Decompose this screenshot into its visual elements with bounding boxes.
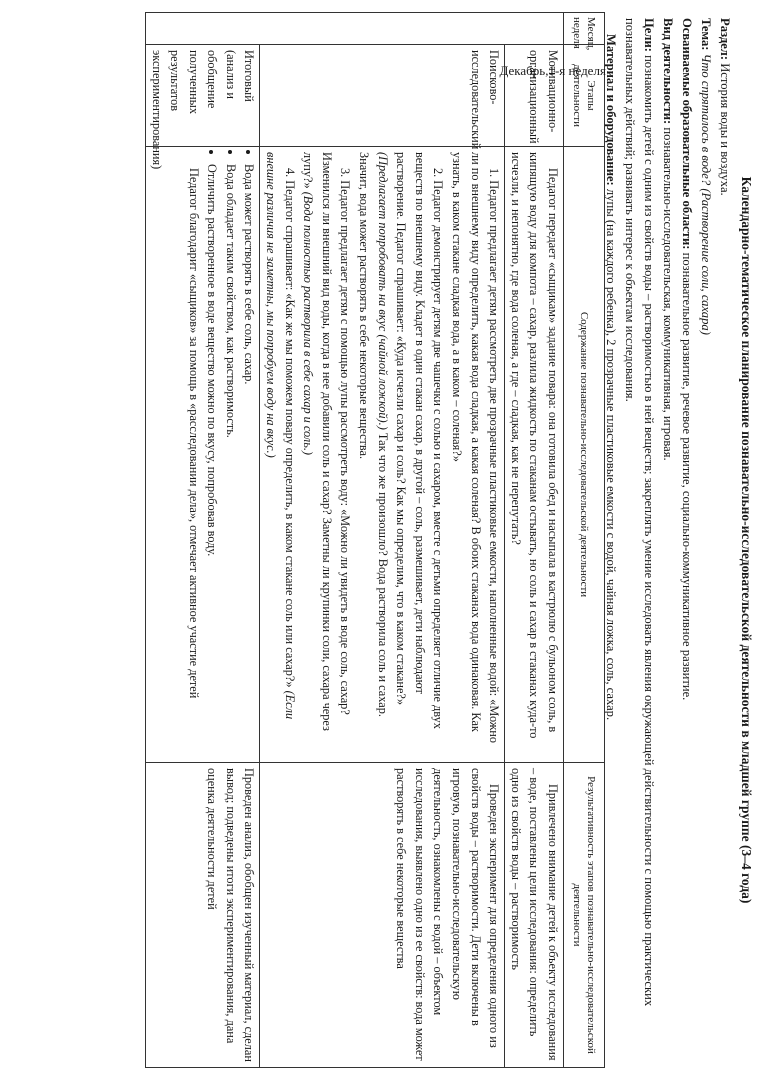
- topic-line: [696, 18, 715, 1062]
- content-cell: [260, 147, 505, 763]
- goals-value: познакомить детей с одним из свойств воды – растворимостью в ней веществ; закреплять умение исследовать явления окружающей действительности с помощью практических познавательных действий; развивать интерес к объектам исследования.: [623, 18, 656, 1007]
- stage-cell: Поисково-исследовательский: [260, 45, 505, 147]
- step-3: [299, 152, 355, 757]
- content-cell: [145, 147, 260, 763]
- step-4: [262, 152, 299, 757]
- list-item: • Вода может растворять в себе соль, сахар.: [240, 164, 259, 757]
- topic-note: (Растворение соли, сахара): [699, 188, 713, 335]
- table-row: [260, 13, 505, 1068]
- step-2-text: 2. Педагог демонстрирует детям две чашечки с солью и сахаром, вместе с детьми определяет отличие двух веществ по внешнему виду. Кладет в один стакан сахар, в другой – соль, размешивает, дети наблюдают растворение. Педагог спрашивает: «Куда исчезли сахар и соль? Как мы определим, что в каком стакане?»: [394, 152, 446, 729]
- plan-table: [145, 12, 605, 1068]
- month-label: Декабрь,1-я неделя: [499, 62, 606, 78]
- step-3-note: (Вода полностью растворила в себе сахар и соль.): [301, 191, 316, 456]
- areas-line: [677, 18, 696, 1062]
- activity-value: познавательно-исследовательская, коммуникативная, игровая.: [661, 127, 675, 461]
- col-month-header: Месяц, неделя: [564, 13, 605, 45]
- section-label: Раздел:: [718, 18, 732, 61]
- activity-line: [658, 18, 677, 1062]
- list-item: • Вода обладает таким свойством, как растворимость.: [221, 164, 240, 757]
- table-row: [505, 13, 564, 1068]
- section-line: [715, 18, 734, 1062]
- goals-label: Цели:: [642, 18, 656, 52]
- topic-value: Что спряталось в воде?: [699, 53, 713, 186]
- materials-value: лупы (на каждого ребенка), 2 прозрачные пластиковые емкости с водой, чайная ложка, соль, сахар.: [604, 188, 618, 721]
- document-header: [601, 18, 756, 1062]
- section-value: История воды и воздуха.: [718, 63, 732, 196]
- table-row: [145, 13, 260, 1068]
- step-2: [354, 152, 447, 757]
- materials-label: Материал и оборудование:: [604, 34, 618, 186]
- list-item: • Отличить растворенное в воде вещество можно по вкусу, попробовав воду.: [203, 164, 222, 757]
- areas-label: Осваиваемые образовательные области:: [680, 18, 694, 250]
- activity-label: Вид деятельности:: [661, 18, 675, 125]
- step-2-text-end: Так что же произошло? Вода растворила соль и сахар. Значит, вода может растворять в себе некоторые вещества.: [357, 152, 390, 717]
- step-4-note: (Если внешне различия не заметны, мы попробуем воду на вкус.): [264, 152, 297, 720]
- stage-cell: Итоговый (анализ и обобщение полученных результатов экспериментирования): [145, 45, 260, 147]
- col-stage-header: Этапы деятельности: [564, 45, 605, 147]
- content-cell: Педагог передает «сыщикам» задание повара: она готовила обед и насыпала в кастрюлю с бульоном соль, в кипящую воду для компота – сахар, разлила жидкость по стаканам остывать, но соль и сахар в стаканах куда-то исчезли, и непонятно, где вода соленая, а где – сладкая, как не перепутать?: [505, 147, 564, 763]
- result-cell: Проведен эксперимент для определения одного из свойств воды – растворимости. Дети включены в игровую, познавательно-исследовательскую деятельность, ознакомлены с водой – объектом исследования, выявлено одно из ее свойств: вода может растворять в себе некоторые вещества: [260, 763, 505, 1068]
- goals-line: [620, 18, 658, 1062]
- col-content-header: Содержание познавательно-исследовательской деятельности: [564, 147, 605, 763]
- step-1: 1. Педагог предлагает детям рассмотреть две прозрачные пластиковые емкости, наполненные водой: «Можно ли по внешнему виду определить, какая вода сладкая, а какая соленая? В обоих стаканах вода одинаковая. Как узнать, в каком стакане сладкая вода, а в каком – соленая?»: [450, 152, 502, 744]
- stage-cell: Мотивационно-организационный: [505, 45, 564, 147]
- col-result-header: Результативность этапов познавательно-исследовательской деятельности: [564, 763, 605, 1068]
- result-cell: Проведен анализ, обобщен изученный материал, сделан вывод; подведены итоги экспериментирования, дана оценка деятельности детей: [145, 763, 260, 1068]
- step-3-text: 3. Педагог предлагает детям с помощью лупы рассмотреть воду: «Можно ли увидеть в воде соль, сахар? Изменился ли внешний вид воды, когда в нее добавили соль и сахар? Заметны ли крупинки соли, сахара через лупу?»: [301, 152, 353, 731]
- page-title: Календарно-тематическое планирование познавательно-исследовательской деятельности в младшей группе (3–4 года): [739, 176, 754, 904]
- step-4-text: 4. Педагог спрашивает: «Как же мы поможем повару определить, в каком стакане соль или сахар?»: [282, 168, 297, 691]
- areas-value: познавательное развитие, речевое развитие, социально-коммуникативное развитие.: [680, 252, 694, 701]
- result-cell: Привлечено внимание детей к объекту исследования – воде, поставлены цели исследования: определить одно из свойств воды – растворимость: [505, 763, 564, 1068]
- results-list: [203, 152, 259, 757]
- step-2-note: (Предлагает попробовать на вкус (чайной ложкой).): [375, 152, 390, 430]
- table-header-row: [564, 13, 605, 1068]
- closing-text: Педагог благодарит «сыщиков» за помощь в «расследовании дела», отмечает активное участие детей: [186, 168, 201, 699]
- topic-label: Тема:: [699, 18, 713, 51]
